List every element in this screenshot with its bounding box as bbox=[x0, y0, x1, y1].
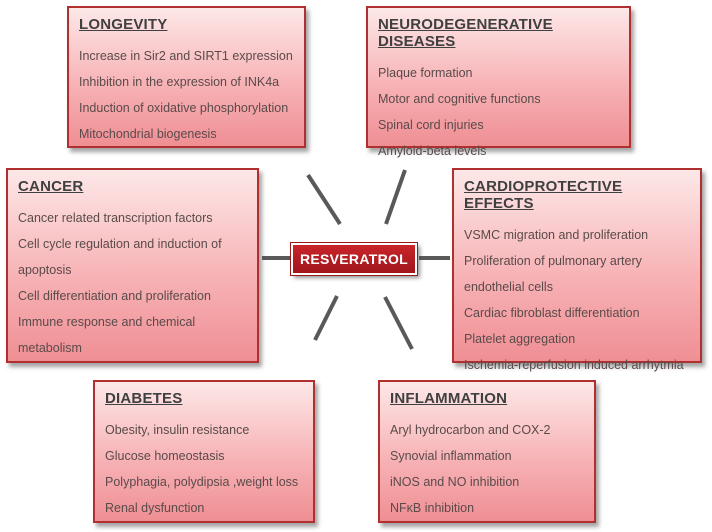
longevity-list bbox=[79, 43, 296, 147]
list-item: Inhibition in the expression of INK4a bbox=[79, 75, 280, 89]
list-item: Ischemia-reperfusion induced arrhytmia bbox=[464, 358, 684, 372]
list-item: Proliferation of pulmonary artery endothelial cells bbox=[464, 254, 642, 294]
list-item: Cancer related transcription factors bbox=[18, 211, 213, 225]
diabetes-title: DIABETES bbox=[105, 390, 183, 407]
connector-diabetes bbox=[315, 296, 337, 340]
list-item: Immune response and chemical metabolism bbox=[18, 315, 196, 355]
cancer-box bbox=[6, 168, 259, 363]
resveratrol-center-label: RESVERATROL bbox=[291, 243, 417, 275]
list-item: Increase in Sir2 and SIRT1 expression bbox=[79, 49, 293, 63]
connector-neuro bbox=[386, 170, 405, 224]
diabetes-box bbox=[93, 380, 315, 523]
list-item: Synovial inflammation bbox=[390, 449, 512, 463]
list-item: Aryl hydrocarbon and COX-2 bbox=[390, 423, 551, 437]
list-item: Cardiac fibroblast differentiation bbox=[464, 306, 640, 320]
cancer-list bbox=[18, 205, 249, 361]
list-item: Cell differentiation and proliferation bbox=[18, 289, 211, 303]
list-item: Platelet aggregation bbox=[464, 332, 576, 346]
inflammation-box bbox=[378, 380, 596, 523]
list-item: NFκB inhibition bbox=[390, 501, 475, 515]
list-item: Polyphagia, polydipsia ,weight loss bbox=[105, 475, 299, 489]
list-item: Cell cycle regulation and induction of apoptosis bbox=[18, 237, 222, 277]
list-item: Induction of oxidative phosphorylation bbox=[79, 101, 289, 115]
list-item: Motor and cognitive functions bbox=[378, 92, 541, 106]
cardioprotective-list bbox=[464, 222, 692, 378]
cardioprotective-title: CARDIOPROTECTIVE EFFECTS bbox=[464, 178, 623, 212]
list-item: VSMC migration and proliferation bbox=[464, 228, 649, 242]
inflammation-list bbox=[390, 417, 586, 521]
list-item: Spinal cord injuries bbox=[378, 118, 484, 132]
list-item: Amyloid-beta levels bbox=[378, 144, 487, 158]
neurodegenerative-title: NEURODEGENERATIVE DISEASES bbox=[378, 16, 553, 50]
connector-inflammation bbox=[385, 297, 412, 349]
connector-longevity bbox=[308, 175, 340, 224]
neurodegenerative-list bbox=[378, 60, 621, 164]
list-item: Glucose homeostasis bbox=[105, 449, 225, 463]
diabetes-list bbox=[105, 417, 305, 521]
list-item: iNOS and NO inhibition bbox=[390, 475, 520, 489]
cardioprotective-box bbox=[452, 168, 702, 372]
list-item: Obesity, insulin resistance bbox=[105, 423, 250, 437]
cancer-title: CANCER bbox=[18, 178, 84, 195]
neurodegenerative-box bbox=[366, 6, 631, 158]
list-item: Renal dysfunction bbox=[105, 501, 205, 515]
longevity-title: LONGEVITY bbox=[79, 16, 168, 33]
longevity-box bbox=[67, 6, 306, 148]
inflammation-title: INFLAMMATION bbox=[390, 390, 508, 407]
list-item: Mitochondrial biogenesis bbox=[79, 127, 217, 141]
list-item: Plaque formation bbox=[378, 66, 473, 80]
